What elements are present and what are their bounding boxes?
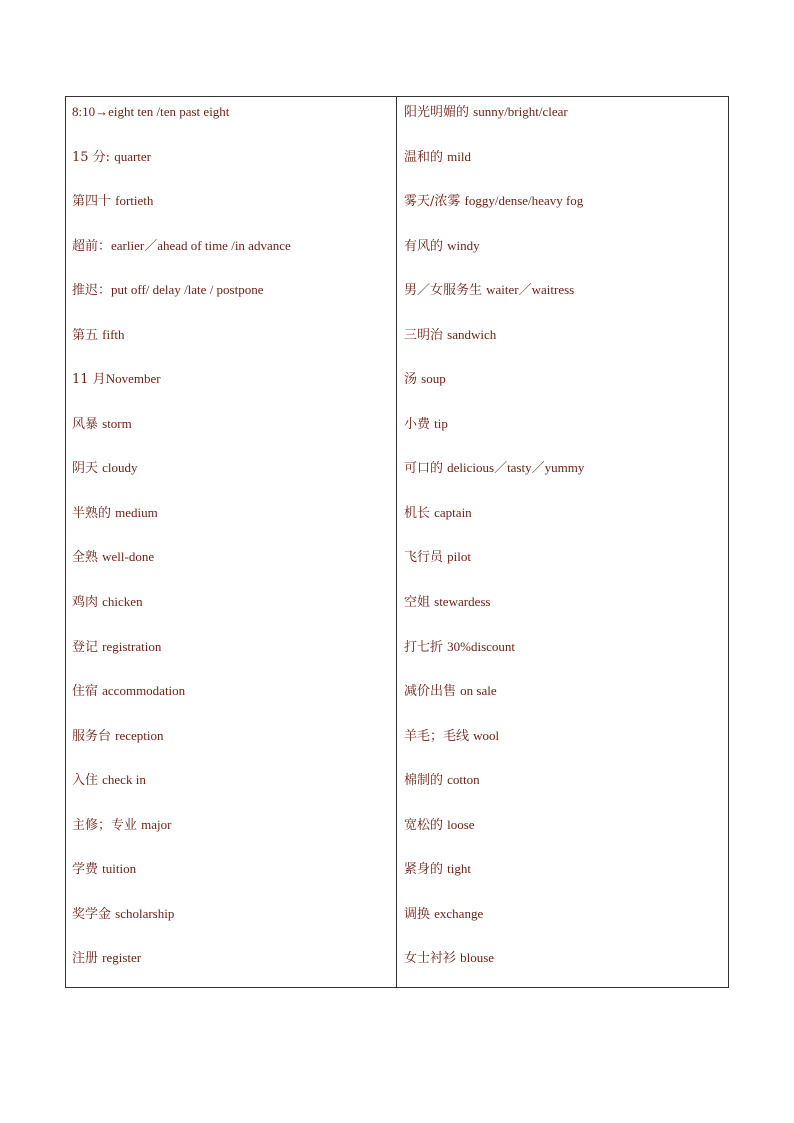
chinese-term: 主修；专业 xyxy=(72,817,142,833)
english-term: check in xyxy=(102,772,146,788)
english-term: major xyxy=(141,816,172,832)
english-term: accommodation xyxy=(102,683,186,699)
chinese-term: 小费 xyxy=(404,416,435,432)
english-term: pilot xyxy=(447,549,471,565)
chinese-term: 学费 xyxy=(72,862,103,878)
chinese-term: 棉制的 xyxy=(404,773,448,789)
english-term: well-done xyxy=(102,549,155,565)
chinese-term: 可口的 xyxy=(404,461,448,477)
vocab-entry xyxy=(72,590,396,635)
vocab-entry xyxy=(72,902,396,947)
vocab-entry xyxy=(404,902,728,947)
chinese-term: 有风的 xyxy=(404,238,448,254)
vocab-entry xyxy=(404,946,728,991)
vocab-entry xyxy=(72,545,396,590)
chinese-term: 11 月 xyxy=(72,372,106,388)
vocab-entry xyxy=(404,724,728,769)
chinese-term: 空姐 xyxy=(404,595,435,611)
chinese-term: 第四十 xyxy=(72,194,116,210)
english-term: fortieth xyxy=(115,193,154,209)
english-term: soup xyxy=(421,371,446,387)
english-term: cloudy xyxy=(102,460,138,476)
vocab-entry xyxy=(404,323,728,368)
right-column xyxy=(397,97,728,987)
chinese-term: 阴天 xyxy=(72,461,103,477)
english-term: reception xyxy=(115,727,164,743)
english-term: sandwich xyxy=(447,326,497,342)
english-term: November xyxy=(105,371,161,387)
english-term: blouse xyxy=(460,950,495,966)
chinese-term: 登记 xyxy=(72,639,103,655)
english-term: quarter xyxy=(114,148,151,164)
english-term: register xyxy=(102,950,142,966)
vocab-entry xyxy=(72,367,396,412)
chinese-term: 入住 xyxy=(72,773,103,789)
vocab-entry xyxy=(72,768,396,813)
chinese-term: 打七折 xyxy=(404,639,448,655)
english-term: loose xyxy=(447,816,475,832)
chinese-term: 三明治 xyxy=(404,327,448,343)
chinese-term: 飞行员 xyxy=(404,550,448,566)
english-term: windy xyxy=(447,237,480,253)
chinese-term: 奖学金 xyxy=(72,906,116,922)
chinese-term: 超前： xyxy=(72,238,112,254)
english-term: earlier／ahead of time /in advance xyxy=(111,237,291,253)
english-term: registration xyxy=(102,638,162,654)
vocab-entry xyxy=(72,189,396,234)
vocab-entry xyxy=(72,145,396,190)
vocab-entry xyxy=(72,323,396,368)
english-term: delicious／tasty／yummy xyxy=(447,460,585,476)
chinese-term: 宽松的 xyxy=(404,817,448,833)
vocab-entry xyxy=(404,590,728,635)
vocab-entry xyxy=(404,367,728,412)
vocab-entry xyxy=(72,234,396,279)
chinese-term: 羊毛；毛线 xyxy=(404,728,474,744)
chinese-term: 第五 xyxy=(72,327,103,343)
english-term: medium xyxy=(115,504,158,520)
english-term: exchange xyxy=(434,905,484,921)
english-term: mild xyxy=(447,148,471,164)
vocab-entry xyxy=(404,857,728,902)
english-term: captain xyxy=(434,504,472,520)
english-term: chicken xyxy=(102,594,143,610)
chinese-term: 半熟的 xyxy=(72,505,116,521)
vocab-entry xyxy=(404,635,728,680)
chinese-term: 男／女服务生 xyxy=(404,283,487,299)
vocab-entry xyxy=(72,946,396,991)
english-term: 8:10→eight ten /ten past eight xyxy=(72,104,230,119)
vocab-entry xyxy=(404,100,728,145)
vocab-entry xyxy=(72,857,396,902)
english-term: wool xyxy=(473,727,500,743)
english-term: tight xyxy=(447,861,471,877)
vocab-entry xyxy=(404,501,728,546)
chinese-term: 服务台 xyxy=(72,728,116,744)
vocab-entry xyxy=(404,189,728,234)
chinese-term: 温和的 xyxy=(404,149,448,165)
left-column xyxy=(66,97,397,987)
english-term: stewardess xyxy=(434,594,491,610)
english-term: 30%discount xyxy=(447,638,516,654)
vocab-entry xyxy=(72,635,396,680)
chinese-term: 住宿 xyxy=(72,684,103,700)
vocab-entry xyxy=(404,545,728,590)
vocab-entry xyxy=(72,456,396,501)
chinese-term: 女士衬衫 xyxy=(404,951,461,967)
vocab-entry xyxy=(72,724,396,769)
english-term: on sale xyxy=(460,683,497,699)
chinese-term: 调换 xyxy=(404,906,435,922)
chinese-term: 注册 xyxy=(72,951,103,967)
english-term: cotton xyxy=(447,772,480,788)
vocab-entry xyxy=(404,234,728,279)
vocab-entry xyxy=(404,278,728,323)
vocab-entry xyxy=(404,813,728,858)
chinese-term: 鸡肉 xyxy=(72,595,103,611)
vocab-entry xyxy=(404,412,728,457)
vocab-entry xyxy=(72,100,396,145)
chinese-term: 15 分: xyxy=(72,149,115,165)
vocab-entry xyxy=(404,679,728,724)
chinese-term: 紧身的 xyxy=(404,862,448,878)
vocab-entry xyxy=(72,412,396,457)
chinese-term: 机长 xyxy=(404,505,435,521)
chinese-term: 推迟： xyxy=(72,283,112,299)
vocab-entry xyxy=(72,813,396,858)
english-term: fifth xyxy=(102,326,125,342)
vocab-entry xyxy=(404,456,728,501)
vocab-entry xyxy=(72,501,396,546)
english-term: foggy/dense/heavy fog xyxy=(464,193,584,209)
vocab-entry xyxy=(404,145,728,190)
english-term: tuition xyxy=(102,861,137,877)
chinese-term: 全熟 xyxy=(72,550,103,566)
chinese-term: 减价出售 xyxy=(404,684,461,700)
english-term: waiter／waitress xyxy=(486,282,575,298)
english-term: scholarship xyxy=(115,905,175,921)
chinese-term: 雾天/浓雾 xyxy=(404,194,465,210)
vocab-entry xyxy=(72,679,396,724)
english-term: put off/ delay /late / postpone xyxy=(111,282,264,298)
vocabulary-table xyxy=(65,96,729,988)
chinese-term: 阳光明媚的 xyxy=(404,105,474,120)
english-term: storm xyxy=(102,415,132,431)
chinese-term: 汤 xyxy=(404,372,422,388)
english-term: sunny/bright/clear xyxy=(473,104,568,119)
english-term: tip xyxy=(434,415,448,431)
vocab-entry xyxy=(72,278,396,323)
chinese-term: 风暴 xyxy=(72,416,103,432)
vocab-entry xyxy=(404,768,728,813)
